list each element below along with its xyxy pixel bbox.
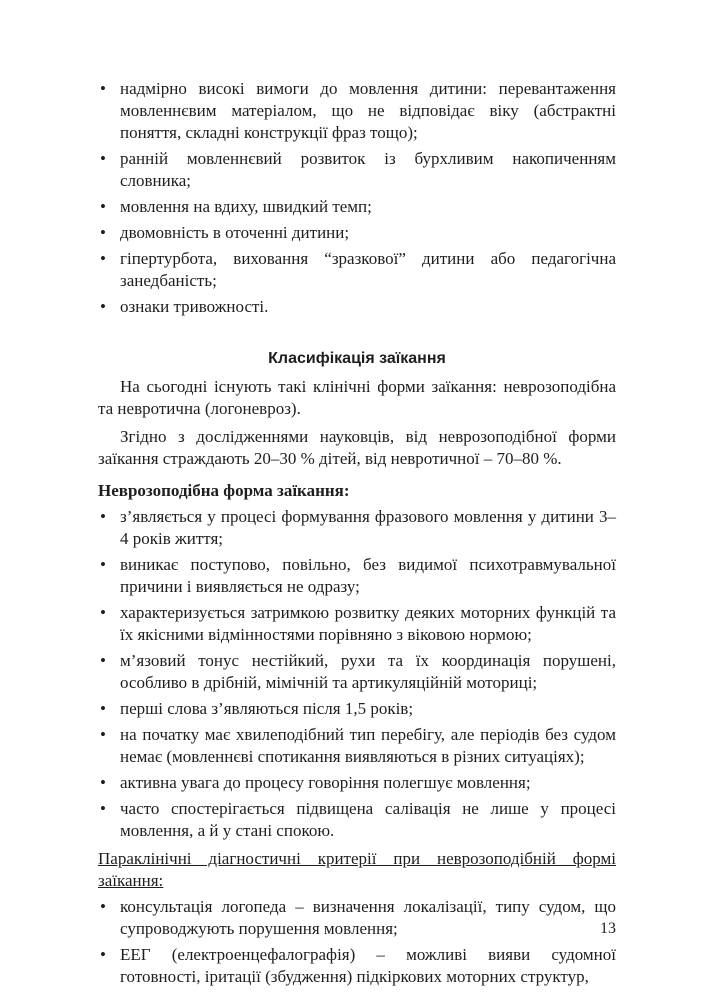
page-number: 13	[600, 920, 616, 937]
bullet-icon: •	[100, 725, 106, 744]
bullet-icon: •	[100, 897, 106, 916]
bullet-icon: •	[100, 603, 106, 622]
subheading: Неврозоподібна форма заїкання:	[98, 481, 350, 500]
list-item: • виникає поступово, повільно, без видимої психотравмувальної причини і виявляється не одразу;	[100, 555, 616, 596]
list-item: • ЕЕГ (електроенцефалографія) – можливі вияви судомної готовності, іритації (збудження) підкіркових моторних структур,	[100, 945, 616, 986]
bullet-icon: •	[100, 555, 106, 574]
page-content	[98, 78, 616, 992]
list-item: • консультація логопеда – визначення локалізації, типу судом, що супроводжують порушення мовлення;	[100, 897, 616, 938]
bullet-icon: •	[100, 945, 106, 964]
list-item: • ранній мовленнєвий розвиток із бурхливим накопиченням словника;	[100, 149, 616, 190]
list-item: • двомовність в оточенні дитини;	[100, 223, 350, 242]
paragraph: Згідно з дослідженнями науковців, від неврозоподібної форми заїкання страждають 20–30 % дітей, від невротичної – 70–80 %.	[98, 427, 616, 468]
list-item: • з’являється у процесі формування фразового мовлення у дитини 3–4 років життя;	[100, 507, 616, 548]
list-item: • часто спостерігається підвищена салівація не лише у процесі мовлення, а й у стані спокою.	[100, 799, 616, 840]
list-item: • мовлення на вдиху, швидкий темп;	[100, 197, 372, 216]
risk-factors-list	[98, 78, 616, 318]
paragraph: На сьогодні існують такі клінічні форми заїкання: неврозоподібна та невротична (логоневроз).	[98, 377, 616, 418]
bullet-icon: •	[100, 651, 106, 670]
list-item: • перші слова з’являються після 1,5 років;	[100, 699, 414, 718]
criteria-list	[98, 896, 616, 988]
bullet-icon: •	[100, 297, 106, 316]
list-item: • ознаки тривожності.	[100, 297, 269, 316]
list-item: • характеризується затримкою розвитку деяких моторних функцій та їх якісними відмінностями порівняно з віковою нормою;	[100, 603, 616, 644]
bullet-icon: •	[100, 799, 106, 818]
list-item: • на початку має хвилеподібний тип перебігу, але періодів без судом немає (мовленнєві спотикання виявляються в різних ситуаціях);	[100, 725, 616, 766]
bullet-icon: •	[100, 699, 106, 718]
list-item: • м’язовий тонус нестійкий, рухи та їх координація порушені, особливо в дрібній, мімічній та артикуляційній моториці;	[100, 651, 616, 692]
form-features-list	[98, 506, 616, 842]
bullet-icon: •	[100, 79, 106, 98]
bullet-icon: •	[100, 223, 106, 242]
bullet-icon: •	[100, 507, 106, 526]
bullet-icon: •	[100, 149, 106, 168]
bullet-icon: •	[100, 197, 106, 216]
bullet-icon: •	[100, 249, 106, 268]
section-title: Класифікація заїкання	[268, 350, 446, 367]
list-item: • активна увага до процесу говоріння полегшує мовлення;	[100, 773, 531, 792]
list-item: • гіпертурбота, виховання “зразкової” дитини або педагогічна занедбаність;	[100, 249, 616, 290]
criteria-heading: Параклінічні діагностичні критерії при неврозоподібній формі заїкання:	[98, 849, 616, 890]
list-item: • надмірно високі вимоги до мовлення дитини: перевантаження мовленнєвим матеріалом, що не відповідає віку (абстрактні поняття, складні конструкції фраз тощо);	[100, 79, 616, 142]
bullet-icon: •	[100, 773, 106, 792]
